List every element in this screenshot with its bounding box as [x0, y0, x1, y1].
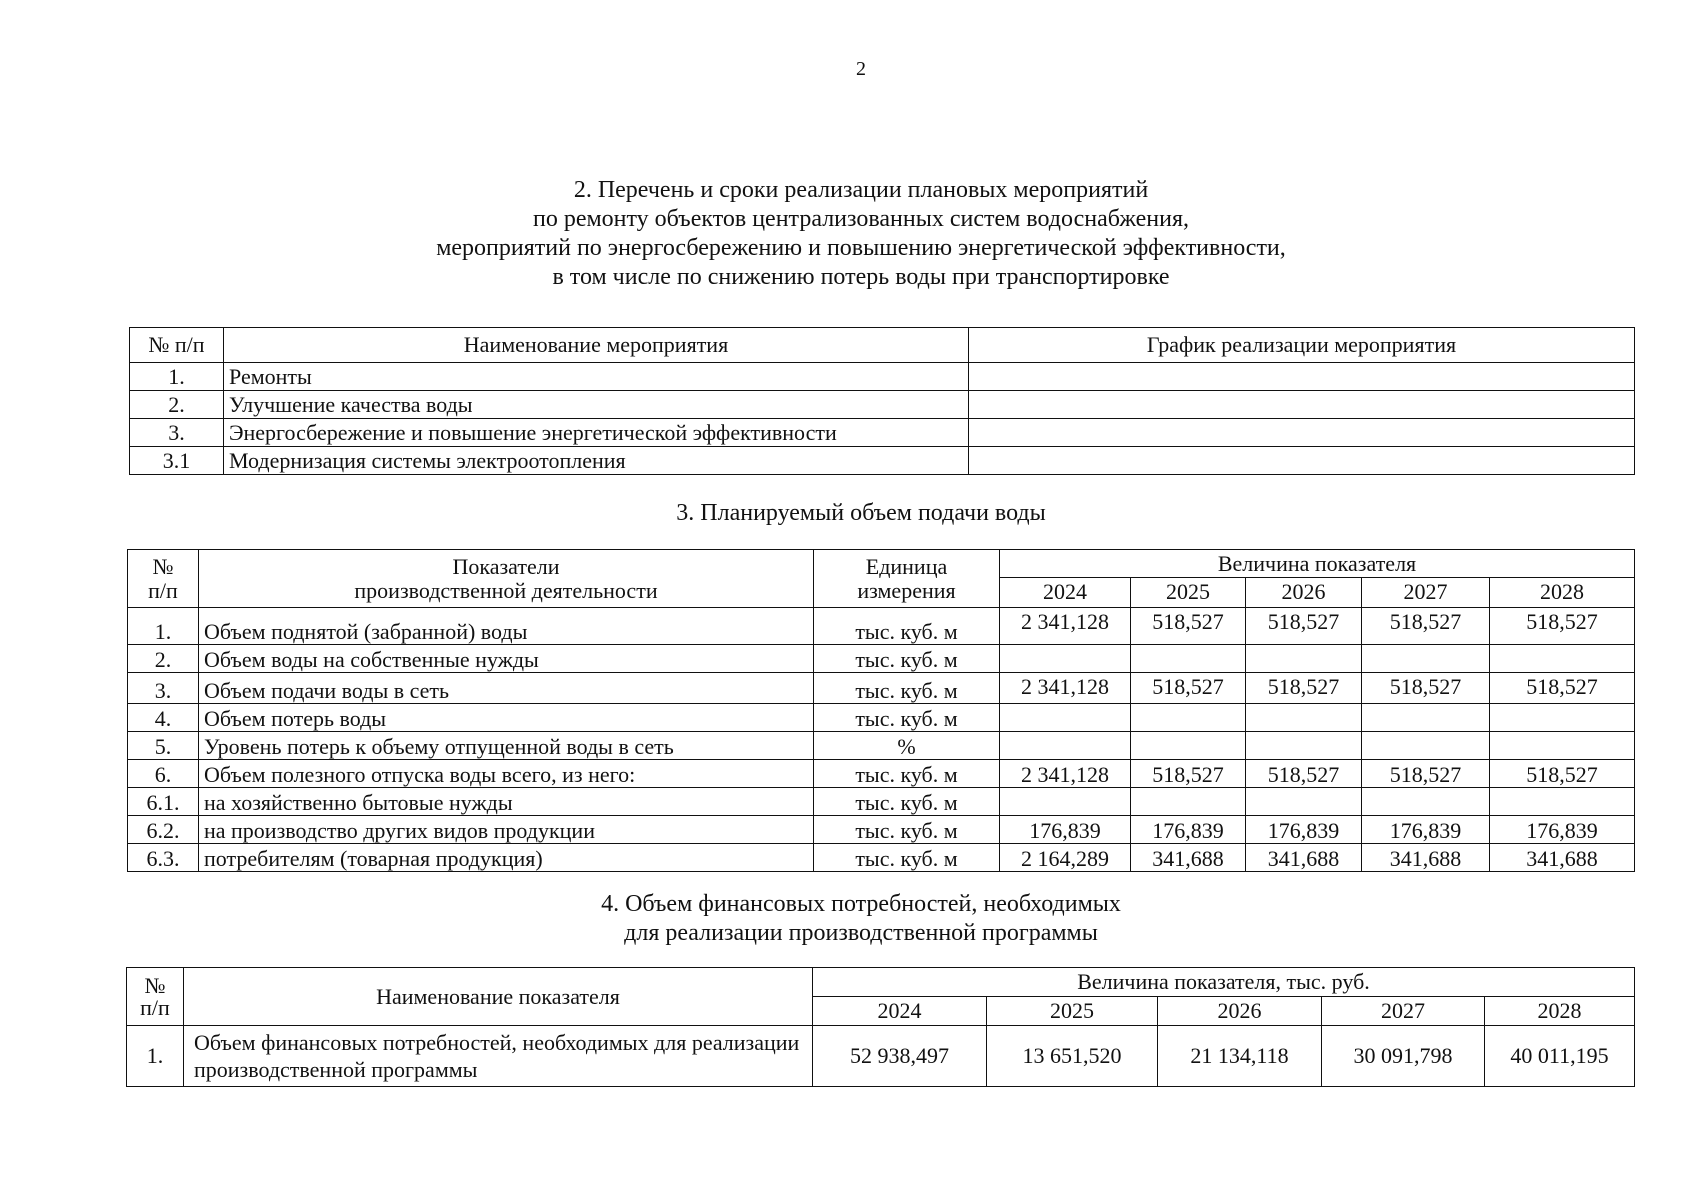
table-row — [128, 607, 1635, 644]
value-cell: 518,527 — [1362, 607, 1490, 644]
value-cell: 518,527 — [1246, 759, 1362, 787]
value-cell — [1246, 731, 1362, 759]
column-header-indicator-cont: производственной деятельности — [199, 578, 814, 608]
column-header-number-cont: п/п — [128, 578, 199, 608]
table-row — [128, 672, 1635, 703]
value-cell: 518,527 — [1131, 672, 1246, 703]
column-header-number — [127, 968, 184, 1026]
table-row — [128, 815, 1635, 843]
water-supply-table — [127, 549, 1635, 872]
column-header-year: 2026 — [1246, 578, 1362, 608]
value-cell — [1362, 731, 1490, 759]
row-number: 3. — [128, 672, 199, 703]
page-number: 2 — [856, 58, 866, 80]
unit: тыс. куб. м — [814, 843, 1000, 871]
row-number: 6. — [128, 759, 199, 787]
indicator-name: Объем подачи воды в сеть — [199, 672, 814, 703]
section-2-title-line: в том числе по снижению потерь воды при транспортировке — [552, 264, 1170, 290]
value-cell — [1362, 703, 1490, 731]
section-3-title — [0, 499, 1694, 528]
value-cell: 176,839 — [1131, 815, 1246, 843]
table-row — [130, 447, 1635, 475]
column-header-number-line: № — [144, 972, 166, 998]
indicator-name: Объем воды на собственные нужды — [199, 644, 814, 672]
section-2-title-line: мероприятий по энергосбережению и повышению энергетической эффективности, — [436, 235, 1286, 261]
row-number: 1. — [128, 607, 199, 644]
column-header-value-group: Величина показателя, тыс. руб. — [813, 968, 1635, 997]
value-cell: 518,527 — [1490, 607, 1635, 644]
indicator-name: на хозяйственно бытовые нужды — [199, 787, 814, 815]
measure-schedule — [969, 419, 1635, 447]
value-cell: 518,527 — [1246, 607, 1362, 644]
value-cell: 176,839 — [1490, 815, 1635, 843]
column-header-unit-cont: измерения — [814, 578, 1000, 608]
column-header-unit: Единица — [814, 550, 1000, 578]
row-number: 1. — [130, 363, 224, 391]
measure-schedule — [969, 363, 1635, 391]
measure-name: Энергосбережение и повышение энергетической эффективности — [224, 419, 969, 447]
value-cell: 518,527 — [1131, 759, 1246, 787]
value-cell — [1246, 787, 1362, 815]
row-number: 6.2. — [128, 815, 199, 843]
table-row — [128, 843, 1635, 871]
value-cell — [1362, 644, 1490, 672]
value-cell: 176,839 — [1362, 815, 1490, 843]
row-number: 6.1. — [128, 787, 199, 815]
row-number: 3.1 — [130, 447, 224, 475]
value-cell — [1131, 731, 1246, 759]
row-number: 6.3. — [128, 843, 199, 871]
section-4-title-line: 4. Объем финансовых потребностей, необходимых — [601, 891, 1121, 917]
indicator-name: на производство других видов продукции — [199, 815, 814, 843]
column-header-year: 2027 — [1322, 997, 1485, 1026]
unit: тыс. куб. м — [814, 815, 1000, 843]
value-cell — [1000, 787, 1131, 815]
unit: тыс. куб. м — [814, 703, 1000, 731]
row-number: 4. — [128, 703, 199, 731]
row-number: 2. — [130, 391, 224, 419]
value-cell: 518,527 — [1490, 759, 1635, 787]
value-cell: 30 091,798 — [1322, 1026, 1485, 1087]
unit: тыс. куб. м — [814, 644, 1000, 672]
table-row — [128, 787, 1635, 815]
column-header-number: № — [128, 550, 199, 578]
table-row — [128, 644, 1635, 672]
value-cell — [1000, 703, 1131, 731]
section-3-title-line: 3. Планируемый объем подачи воды — [676, 500, 1046, 526]
section-2-title-line: 2. Перечень и сроки реализации плановых мероприятий — [573, 177, 1149, 203]
section-4-title — [0, 890, 1694, 948]
measure-name: Модернизация системы электроотопления — [224, 447, 969, 475]
value-cell: 176,839 — [1000, 815, 1131, 843]
indicator-name: Объем потерь воды — [199, 703, 814, 731]
table-row — [130, 419, 1635, 447]
value-cell — [1490, 731, 1635, 759]
value-cell: 341,688 — [1246, 843, 1362, 871]
financial-needs-table — [126, 967, 1635, 1087]
table-row — [127, 1026, 1635, 1087]
measure-schedule — [969, 391, 1635, 419]
column-header-indicator-name: Наименование показателя — [184, 968, 813, 1026]
column-header-value-group: Величина показателя — [1000, 550, 1635, 578]
column-header-year: 2024 — [813, 997, 987, 1026]
measure-name: Улучшение качества воды — [224, 391, 969, 419]
unit: % — [814, 731, 1000, 759]
column-header-year: 2027 — [1362, 578, 1490, 608]
indicator-name: Объем полезного отпуска воды всего, из него: — [199, 759, 814, 787]
value-cell — [1490, 787, 1635, 815]
column-header-year: 2028 — [1485, 997, 1635, 1026]
column-header-year: 2025 — [1131, 578, 1246, 608]
unit: тыс. куб. м — [814, 759, 1000, 787]
indicator-name: Уровень потерь к объему отпущенной воды в сеть — [199, 731, 814, 759]
value-cell — [1246, 703, 1362, 731]
column-header-schedule: График реализации мероприятия — [969, 328, 1635, 363]
row-number: 3. — [130, 419, 224, 447]
indicator-name: Объем поднятой (забранной) воды — [199, 607, 814, 644]
indicator-name: Объем финансовых потребностей, необходимых для реализации производственной программы — [184, 1026, 813, 1087]
table-row — [128, 703, 1635, 731]
value-cell: 518,527 — [1362, 759, 1490, 787]
value-cell: 13 651,520 — [987, 1026, 1158, 1087]
value-cell: 341,688 — [1490, 843, 1635, 871]
value-cell — [1131, 644, 1246, 672]
value-cell: 341,688 — [1362, 843, 1490, 871]
unit: тыс. куб. м — [814, 672, 1000, 703]
value-cell — [1000, 731, 1131, 759]
value-cell — [1490, 703, 1635, 731]
value-cell: 2 341,128 — [1000, 759, 1131, 787]
table-row — [128, 759, 1635, 787]
value-cell: 518,527 — [1131, 607, 1246, 644]
value-cell — [1131, 787, 1246, 815]
value-cell: 518,527 — [1362, 672, 1490, 703]
row-number: 2. — [128, 644, 199, 672]
value-cell: 518,527 — [1246, 672, 1362, 703]
column-header-year: 2026 — [1158, 997, 1322, 1026]
column-header-year: 2024 — [1000, 578, 1131, 608]
value-cell: 2 341,128 — [1000, 672, 1131, 703]
column-header-year: 2028 — [1490, 578, 1635, 608]
indicator-name: потребителям (товарная продукция) — [199, 843, 814, 871]
value-cell — [1246, 644, 1362, 672]
value-cell: 21 134,118 — [1158, 1026, 1322, 1087]
row-number: 1. — [127, 1026, 184, 1087]
value-cell: 341,688 — [1131, 843, 1246, 871]
section-2-title — [0, 176, 1694, 292]
value-cell — [1362, 787, 1490, 815]
table-row — [128, 731, 1635, 759]
column-header-number-line: п/п — [140, 994, 170, 1020]
column-header-indicator: Показатели — [199, 550, 814, 578]
value-cell: 2 164,289 — [1000, 843, 1131, 871]
value-cell: 52 938,497 — [813, 1026, 987, 1087]
value-cell: 2 341,128 — [1000, 607, 1131, 644]
section-4-title-line: для реализации производственной программы — [624, 920, 1098, 946]
measure-name: Ремонты — [224, 363, 969, 391]
column-header-number: № п/п — [130, 328, 224, 363]
row-number: 5. — [128, 731, 199, 759]
unit: тыс. куб. м — [814, 787, 1000, 815]
section-2-title-line: по ремонту объектов централизованных систем водоснабжения, — [532, 206, 1189, 232]
unit: тыс. куб. м — [814, 607, 1000, 644]
value-cell: 176,839 — [1246, 815, 1362, 843]
measure-schedule — [969, 447, 1635, 475]
measures-table — [129, 327, 1635, 475]
value-cell — [1131, 703, 1246, 731]
table-row — [130, 391, 1635, 419]
value-cell: 40 011,195 — [1485, 1026, 1635, 1087]
value-cell — [1490, 644, 1635, 672]
column-header-year: 2025 — [987, 997, 1158, 1026]
table-row — [130, 363, 1635, 391]
value-cell: 518,527 — [1490, 672, 1635, 703]
value-cell — [1000, 644, 1131, 672]
column-header-measure-name: Наименование мероприятия — [224, 328, 969, 363]
